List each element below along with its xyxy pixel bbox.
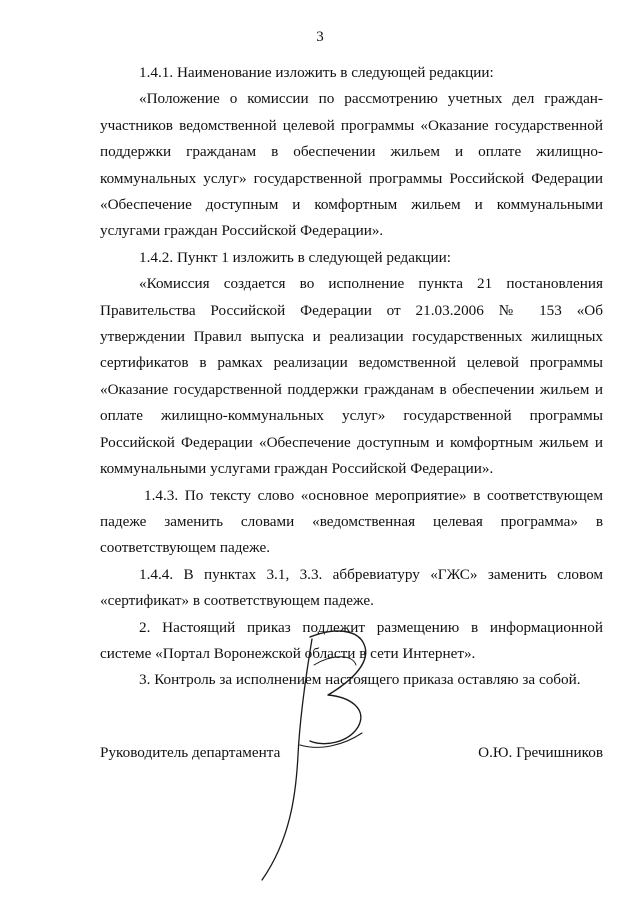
paragraph-1-4-3: 1.4.3. По тексту слово «основное мероприятие» в соответствующем падеже заменить словами «ведомственная целевая программа» в соответствующем падеже. [100,486,603,557]
paragraph-2-publication: 2. Настоящий приказ подлежит размещению в информационной системе «Портал Воронежской области в сети Интернет». [100,618,603,662]
paragraph-1-4-2: 1.4.2. Пункт 1 изложить в следующей редакции: [139,248,452,266]
document-body [100,60,603,694]
paragraph-1-4-4: 1.4.4. В пунктах 3.1, 3.3. аббревиатуру «ГЖС» заменить словом «сертификат» в соответствующем падеже. [100,565,603,610]
paragraph-3-control: 3. Контроль за исполнением настоящего приказа оставляю за собой. [139,671,581,689]
paragraph-1-4-1: 1.4.1. Наименование изложить в следующей редакции: [139,64,494,81]
page-number: 3 [316,29,324,45]
paragraph-commission-basis: «Комиссия создается во исполнение пункта 21 постановления Правительства Российской Федерации от 21.03.2006 № 153 «Об утверждении Правил выпуска и реализации государственных жилищных сертификатов в рамках реализации ведомственной целевой программы «Оказание государственной поддержки гражданам в обеспечении жильем и оплате жилищно-коммунальных услуг» государственной программы Российской Федерации «Обеспечение доступным и комфортным жильем и коммунальными услугами граждан Российской Федерации». [100,275,603,478]
paragraph-regulation-title: «Положение о комиссии по рассмотрению учетных дел граждан-участников ведомственной целевой программы «Оказание государственной поддержки гражданам в обеспечении жильем и оплате жилищно-коммунальных услуг» государственной программы Российской Федерации «Обеспечение доступным и комфортным жильем и коммунальными услугами граждан Российской Федерации». [100,90,603,240]
signatory-position: Руководитель департамента [100,744,281,761]
signatory-name: О.Ю. Гречишников [478,744,603,761]
